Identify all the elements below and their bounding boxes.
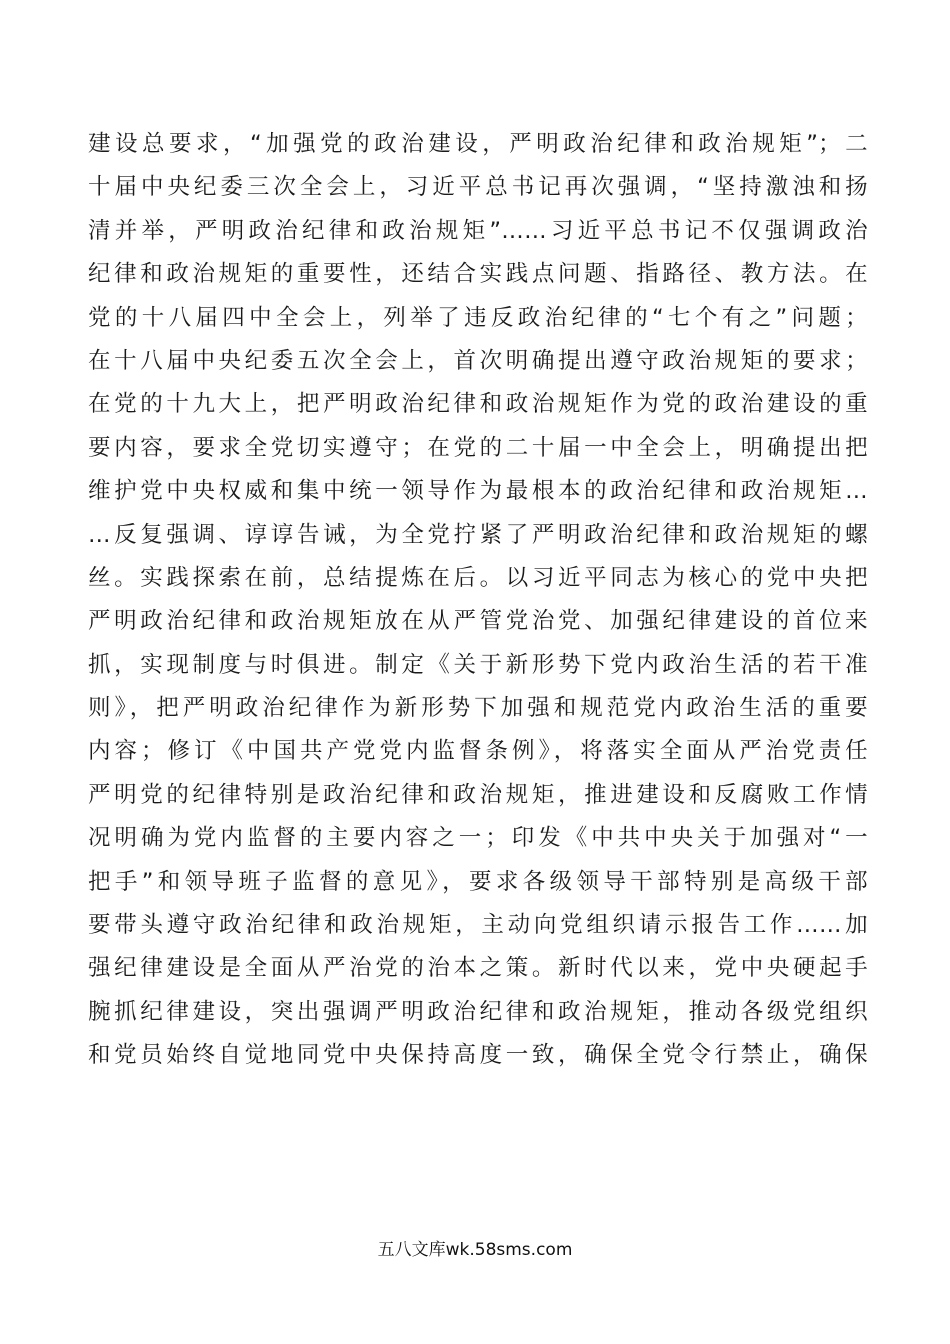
text-line: 强纪律建设是全面从严治党的治本之策。新时代以来，党中央硬起手 (88, 955, 868, 982)
text-line: 抓，实现制度与时俱进。制定《关于新形势下党内政治生活的若干准 (88, 651, 868, 678)
footer-watermark: 五八文库wk.58sms.com (377, 1240, 573, 1260)
text-line: 在党的十九大上，把严明政治纪律和政治规矩作为党的政治建设的重 (88, 391, 868, 418)
text-line: 维护党中央权威和集中统一领导作为最根本的政治纪律和政治规矩… (88, 478, 868, 505)
text-line: 况明确为党内监督的主要内容之一；印发《中共中央关于加强对“一 (88, 825, 868, 852)
text-line: 严明政治纪律和政治规矩放在从严管党治党、加强纪律建设的首位来 (88, 608, 868, 635)
text-line: 党的十八届四中全会上，列举了违反政治纪律的“七个有之”问题； (88, 304, 868, 331)
body-paragraph (88, 123, 868, 1078)
text-line: 要带头遵守政治纪律和政治规矩，主动向党组织请示报告工作……加 (88, 912, 868, 939)
text-line: 把手”和领导班子监督的意见》，要求各级领导干部特别是高级干部 (88, 868, 868, 895)
text-line: 丝。实践探索在前，总结提炼在后。以习近平同志为核心的党中央把 (88, 564, 868, 591)
text-line: 和党员始终自觉地同党中央保持高度一致，确保全党令行禁止，确保 (88, 1042, 868, 1069)
text-line: …反复强调、谆谆告诫，为全党拧紧了严明政治纪律和政治规矩的螺 (88, 521, 868, 548)
text-line: 则》，把严明政治纪律作为新形势下加强和规范党内政治生活的重要 (88, 695, 868, 722)
text-line: 清并举，严明政治纪律和政治规矩”……习近平总书记不仅强调政治 (88, 217, 868, 244)
text-line: 十届中央纪委三次全会上，习近平总书记再次强调，“坚持激浊和扬 (88, 174, 868, 201)
text-line: 要内容，要求全党切实遵守；在党的二十届一中全会上，明确提出把 (88, 434, 868, 461)
text-line: 内容；修订《中国共产党党内监督条例》，将落实全面从严治党责任 (88, 738, 868, 765)
text-line: 纪律和政治规矩的重要性，还结合实践点问题、指路径、教方法。在 (88, 261, 868, 288)
text-line: 腕抓纪律建设，突出强调严明政治纪律和政治规矩，推动各级党组织 (88, 998, 868, 1025)
text-line: 在十八届中央纪委五次全会上，首次明确提出遵守政治规矩的要求； (88, 347, 868, 374)
text-line: 严明党的纪律特别是政治纪律和政治规矩，推进建设和反腐败工作情 (88, 781, 868, 808)
text-line: 建设总要求，“加强党的政治建设，严明政治纪律和政治规矩”；二 (88, 131, 868, 157)
